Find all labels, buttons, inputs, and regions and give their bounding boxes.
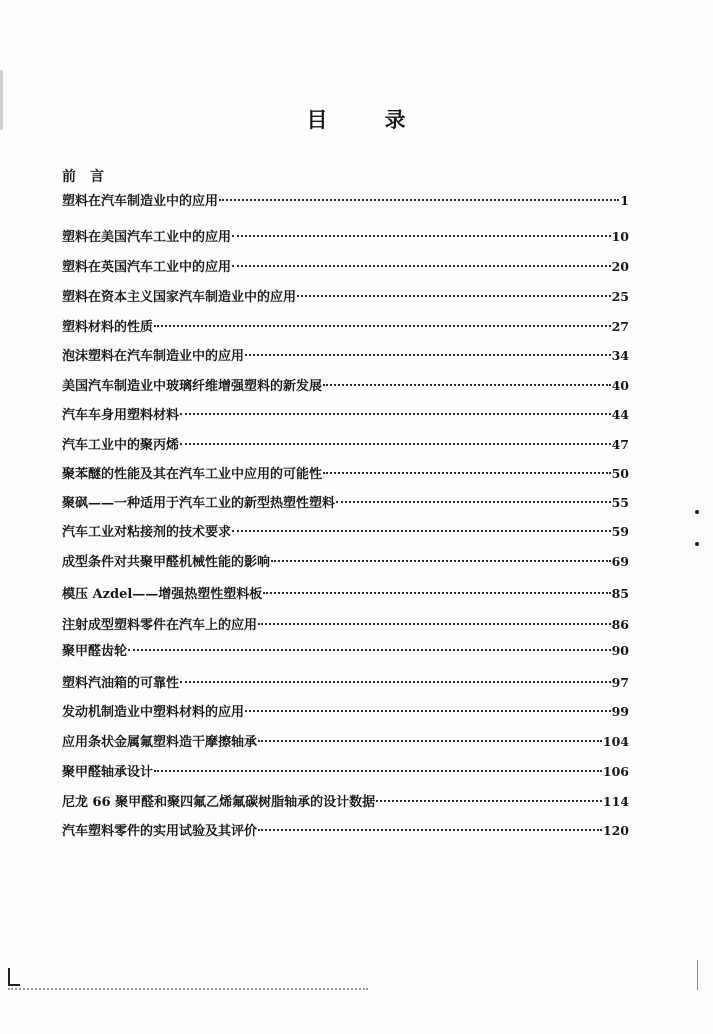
toc-entry-title: 美国汽车制造业中玻璃纤维增强塑料的新发展 <box>62 379 323 394</box>
toc-entry-page-number: 47 <box>611 437 629 452</box>
dot-leader <box>323 472 611 474</box>
toc-entry <box>62 792 629 812</box>
toc-entry <box>62 522 629 542</box>
dot-leader <box>263 592 610 594</box>
toc-entry-title: 塑料在汽车制造业中的应用 <box>62 194 219 209</box>
toc-entry-page-number: 69 <box>611 554 629 569</box>
toc-entry <box>62 584 629 604</box>
toc-entry-title: 模压 Azdel——增强热塑性塑料板 <box>62 587 263 602</box>
toc-entry-page-number: 27 <box>611 319 629 334</box>
toc-entry-title: 泡沫塑料在汽车制造业中的应用 <box>62 349 245 364</box>
toc-entry-title: 聚甲醛齿轮 <box>62 644 128 659</box>
toc-entry-page-number: 85 <box>611 586 629 601</box>
dot-leader <box>258 740 602 742</box>
dot-leader <box>232 265 611 267</box>
toc-entry-title: 成型条件对共聚甲醛机械性能的影响 <box>62 555 271 570</box>
toc-entry-title: 汽车塑料零件的实用试验及其评价 <box>62 824 258 839</box>
dot-leader <box>271 560 611 562</box>
toc-entry <box>62 641 629 661</box>
dot-leader <box>180 413 611 415</box>
dot-leader <box>219 199 619 201</box>
toc-entry-title: 聚砜——一种适用于汽车工业的新型热塑性塑料 <box>62 496 336 511</box>
toc-entry-page-number: 90 <box>611 643 629 658</box>
dot-leader <box>180 443 611 445</box>
page-title-second-char: 录 <box>384 107 407 132</box>
toc-entry <box>62 405 629 425</box>
toc-entry-page-number: 10 <box>611 229 629 244</box>
toc-entry <box>62 552 629 572</box>
scan-edge-line <box>697 960 698 990</box>
toc-entry-title: 聚甲醛轴承设计 <box>62 765 154 780</box>
dot-leader <box>245 354 611 356</box>
dot-leader <box>180 681 611 683</box>
dot-leader <box>258 829 602 831</box>
dot-leader <box>245 710 611 712</box>
scan-speck <box>695 542 699 546</box>
toc-entry <box>62 493 629 513</box>
preface-first-char: 前 <box>62 169 76 185</box>
toc-entry <box>62 732 629 752</box>
dot-leader <box>154 770 602 772</box>
toc-entry-title: 塑料在美国汽车工业中的应用 <box>62 230 232 245</box>
toc-entry-title: 汽车工业对粘接剂的技术要求 <box>62 525 232 540</box>
toc-entry <box>62 317 629 337</box>
dot-leader <box>323 384 611 386</box>
dot-leader <box>232 235 611 237</box>
toc-entry-title: 汽车工业中的聚丙烯 <box>62 438 180 453</box>
toc-entry-page-number: 86 <box>611 617 629 632</box>
toc-entry-title: 汽车车身用塑料材料 <box>62 408 180 423</box>
dot-leader <box>232 530 611 532</box>
toc-entry <box>62 615 629 635</box>
toc-entry-page-number: 50 <box>611 466 629 481</box>
toc-entry-page-number: 114 <box>602 794 629 809</box>
toc-entry <box>62 191 629 211</box>
toc-entry-title: 发动机制造业中塑料材料的应用 <box>62 705 245 720</box>
dot-leader <box>154 325 611 327</box>
toc-entry <box>62 227 629 247</box>
toc-entry-title: 聚苯醚的性能及其在汽车工业中应用的可能性 <box>62 467 323 482</box>
toc-entry <box>62 287 629 307</box>
dot-leader <box>128 649 611 651</box>
toc-entry-title: 注射成型塑料零件在汽车上的应用 <box>62 618 258 633</box>
toc-entry-title: 尼龙 66 聚甲醛和聚四氟乙烯氟碳树脂轴承的设计数据 <box>62 795 376 810</box>
toc-entry-title: 应用条状金属氟塑料造干摩擦轴承 <box>62 735 258 750</box>
toc-entry-page-number: 104 <box>602 734 629 749</box>
toc-entry-title: 塑料汽油箱的可靠性 <box>62 676 180 691</box>
toc-entry-page-number: 59 <box>611 524 629 539</box>
scan-corner-mark-foot <box>8 984 20 986</box>
toc-entry-page-number: 97 <box>611 675 629 690</box>
page-title-first-char: 目 <box>306 107 329 132</box>
toc-entry-page-number: 44 <box>611 407 629 422</box>
toc-entry-page-number: 55 <box>611 495 629 510</box>
page-title <box>0 104 713 134</box>
preface-second-char: 言 <box>90 169 104 185</box>
toc-entry-page-number: 106 <box>602 764 629 779</box>
toc-entry-page-number: 120 <box>602 823 629 838</box>
toc-entry <box>62 821 629 841</box>
toc-entry-title: 塑料材料的性质 <box>62 320 154 335</box>
toc-entry-page-number: 1 <box>620 193 629 208</box>
toc-entry <box>62 257 629 277</box>
dot-leader <box>258 623 611 625</box>
preface-heading <box>62 166 104 186</box>
dot-leader <box>297 295 611 297</box>
scan-bottom-smudge <box>8 986 368 990</box>
toc-entry <box>62 346 629 366</box>
toc-entry-title: 塑料在资本主义国家汽车制造业中的应用 <box>62 290 297 305</box>
toc-entry-page-number: 25 <box>611 289 629 304</box>
dot-leader <box>336 501 611 503</box>
toc-entry-page-number: 40 <box>611 378 629 393</box>
dot-leader <box>376 800 602 802</box>
toc-entry-page-number: 20 <box>611 259 629 274</box>
toc-entry <box>62 435 629 455</box>
toc-entry <box>62 464 629 484</box>
toc-entry <box>62 376 629 396</box>
toc-entry-title: 塑料在英国汽车工业中的应用 <box>62 260 232 275</box>
toc-entry <box>62 673 629 693</box>
toc-entry-page-number: 99 <box>611 704 629 719</box>
toc-entry <box>62 762 629 782</box>
toc-entry-page-number: 34 <box>611 348 629 363</box>
toc-entry <box>62 702 629 722</box>
scan-speck <box>695 510 699 514</box>
